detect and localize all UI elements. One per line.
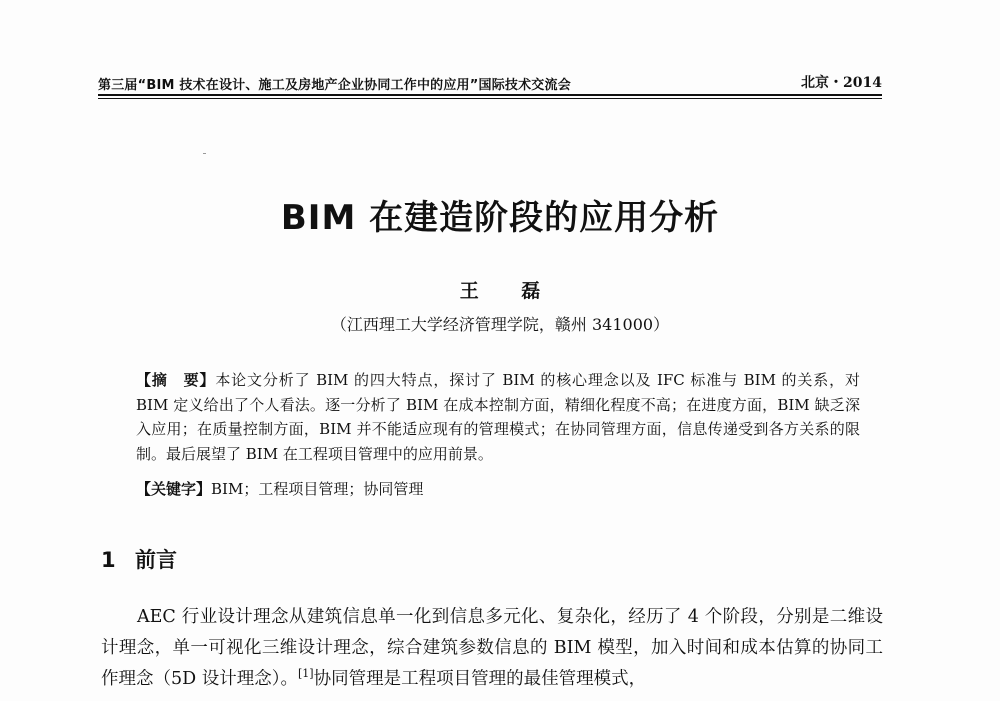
section-number: 1: [101, 548, 116, 572]
abstract-label: 【摘 要】: [136, 371, 216, 389]
author-name: 王 磊: [459, 280, 559, 302]
reference-mark: [1]: [297, 667, 314, 681]
author-affiliation: （江西理工大学经济管理学院，赣州 341000）: [330, 315, 670, 334]
abstract: [136, 368, 860, 466]
location-year: 北京・2014: [801, 75, 882, 91]
header-rule-thick: [98, 94, 882, 96]
paragraph-text-part1: AEC 行业设计理念从建筑信息单一化到信息多元化、复杂化，经历了 4 个阶段，分别是二维设计理念，单一可视化三维设计理念，综合建筑参数信息的 BIM 模型，加入时间和成本估算的协同工作理念（5D 设计理念）。: [101, 607, 883, 689]
running-header: [98, 66, 882, 100]
abstract-text: 本论文分析了 BIM 的四大特点，探讨了 BIM 的核心理念以及 IFC 标准与 BIM 的关系，对 BIM 定义给出了个人看法。逐一分析了 BIM 在成本控制方面，精细化程度不高；在进度方面，BIM 缺乏深入应用；在质量控制方面，BIM 并不能适应现有的管理模式；在协同管理方面，信息传递受到各方关系的限制。最后展望了 BIM 在工程项目管理中的应用前景。: [136, 371, 860, 463]
section-heading: [101, 544, 177, 574]
header-rule-thin: [98, 98, 882, 99]
keywords-text: BIM；工程项目管理；协同管理: [211, 480, 424, 498]
conference-name: 第三届“BIM 技术在设计、施工及房地产企业协同工作中的应用”国际技术交流会: [98, 78, 571, 93]
body-paragraph: [101, 602, 883, 695]
section-title: 前言: [135, 548, 177, 572]
scan-speck: [203, 153, 206, 154]
keywords-label: 【关键字】: [136, 480, 212, 498]
paper-title: BIM 在建造阶段的应用分析: [280, 198, 720, 238]
keywords: [136, 478, 860, 499]
paragraph-text-part2: 协同管理是工程项目管理的最佳管理模式，: [313, 669, 647, 689]
